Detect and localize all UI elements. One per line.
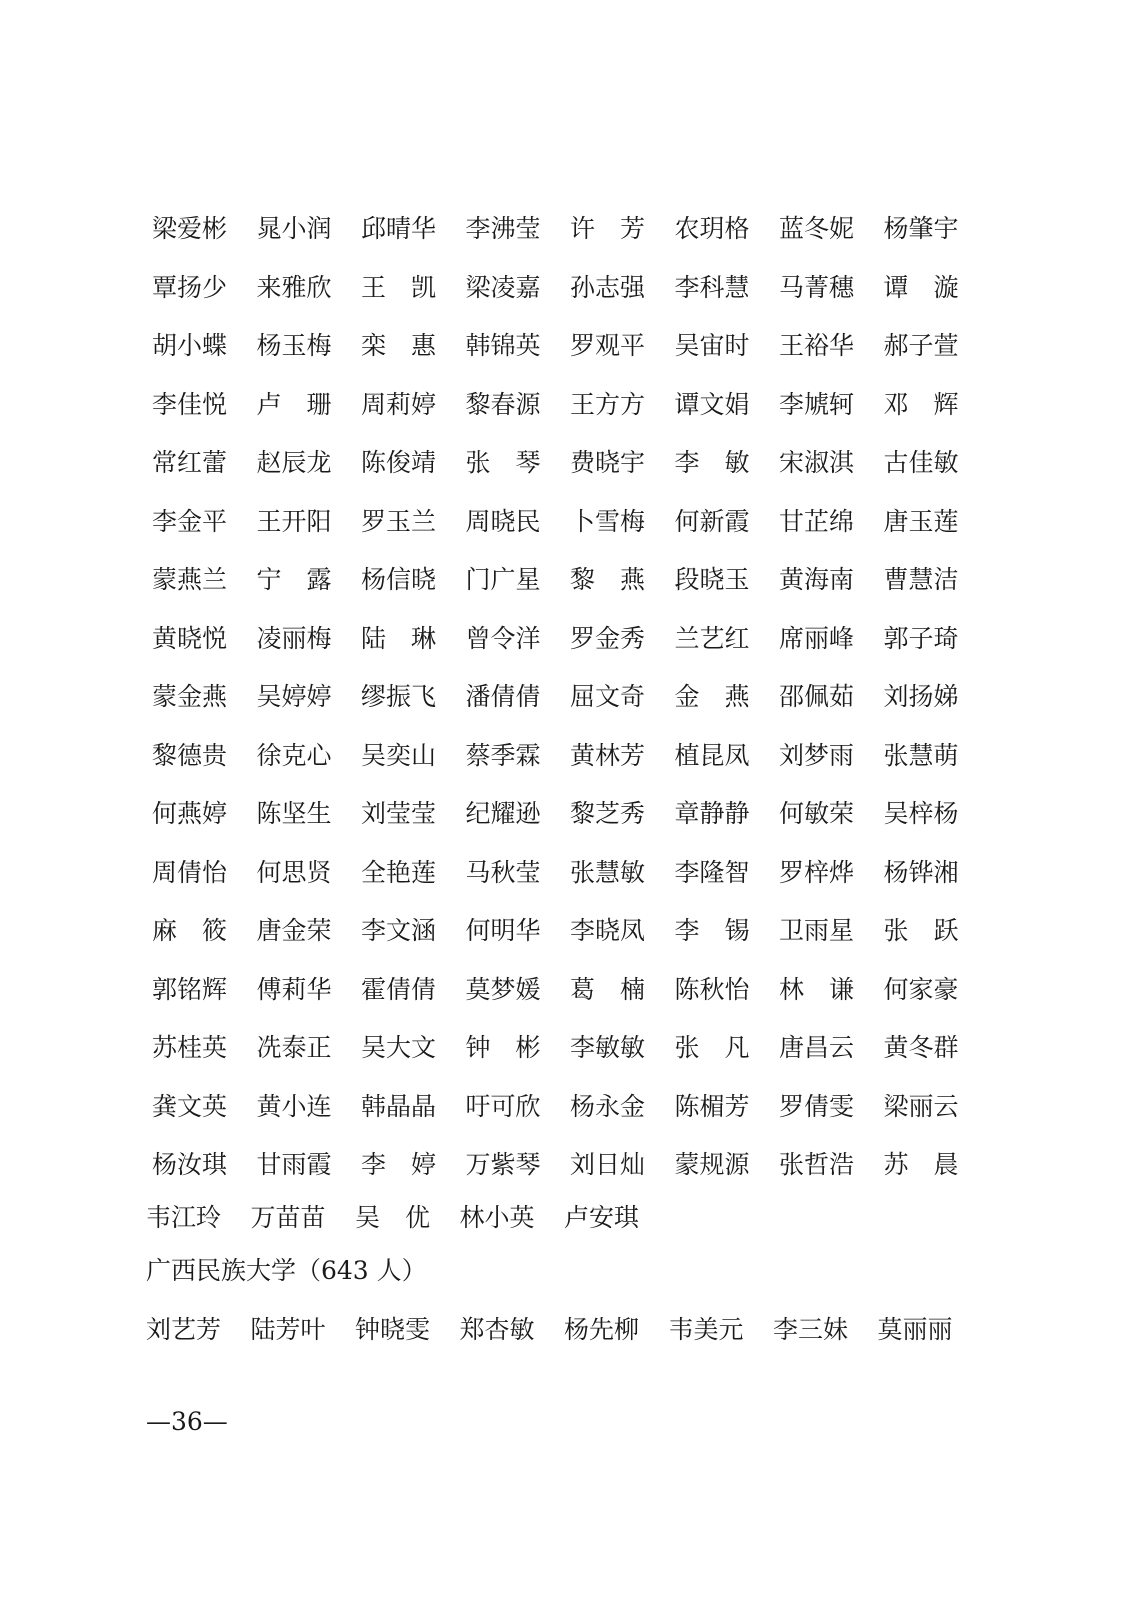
name-entry: 蒙燕兰	[152, 565, 228, 594]
name-entry: 纪耀逊	[465, 799, 541, 828]
name-entry: 杨铧湘	[883, 857, 959, 887]
name-entry: 蔡季霖	[465, 740, 541, 770]
page-number: —36—	[146, 1407, 228, 1436]
name-entry: 何燕婷	[152, 799, 228, 828]
name-entry: 宋淑淇	[779, 448, 855, 477]
name-entry: 葛 楠	[570, 974, 646, 1004]
name-entry: 刘日灿	[570, 1150, 646, 1179]
name-entry: 张慧萌	[883, 740, 959, 770]
name-entry: 吴 优	[355, 1203, 431, 1232]
name-entry: 黄林芳	[570, 740, 646, 770]
name-entry: 周莉婷	[361, 389, 437, 419]
name-entry: 缪振飞	[361, 682, 437, 711]
name-entry: 马秋莹	[465, 857, 541, 887]
name-entry: 李佳悦	[152, 389, 228, 419]
name-entry: 刘莹莹	[361, 799, 437, 828]
name-entry: 曹慧洁	[883, 565, 959, 594]
name-entry: 唐昌云	[779, 1033, 855, 1062]
name-entry: 来雅欣	[256, 272, 332, 302]
name-entry: 麻 筱	[152, 916, 228, 945]
name-entry: 门广星	[465, 565, 541, 594]
name-entry: 钟晓雯	[355, 1315, 431, 1344]
name-entry: 黄小连	[256, 1091, 332, 1121]
name-entry: 邓 辉	[883, 389, 959, 419]
name-entry: 卢安琪	[564, 1203, 640, 1232]
name-entry: 李文涵	[361, 916, 437, 945]
name-entry: 杨汝琪	[152, 1150, 228, 1179]
name-entry: 郑杏敏	[459, 1315, 535, 1344]
name-entry: 覃扬少	[152, 272, 228, 302]
name-entry: 谭 漩	[883, 272, 959, 302]
name-entry: 邵佩茹	[779, 682, 855, 711]
name-entry: 莫梦媛	[465, 974, 541, 1004]
name-entry: 李虓轲	[779, 389, 855, 419]
name-entry: 杨永金	[570, 1091, 646, 1121]
name-entry: 卢 珊	[256, 389, 332, 419]
name-entry: 胡小蝶	[152, 331, 228, 360]
name-entry: 何明华	[465, 916, 541, 945]
name-entry: 罗观平	[570, 331, 646, 360]
name-entry: 李晓凤	[570, 916, 646, 945]
name-entry: 蓝冬妮	[779, 214, 855, 243]
name-entry: 黎春源	[465, 389, 541, 419]
name-entry: 吴宙时	[674, 331, 750, 360]
name-entry: 李 锡	[674, 916, 750, 945]
name-entry: 罗梓烨	[779, 857, 855, 887]
name-entry: 李沸莹	[465, 214, 541, 243]
name-entry: 钟 彬	[465, 1033, 541, 1062]
name-entry: 孙志强	[570, 272, 646, 302]
name-entry: 李三妹	[773, 1315, 849, 1344]
name-entry: 黎芝秀	[570, 799, 646, 828]
name-entry: 陆 琳	[361, 623, 437, 653]
name-entry: 吴大文	[361, 1033, 437, 1062]
section-name-list	[146, 1305, 982, 1363]
name-entry: 何家豪	[883, 974, 959, 1004]
name-entry: 徐克心	[256, 740, 332, 770]
name-entry: 屈文奇	[570, 682, 646, 711]
name-entry: 郝子萱	[883, 331, 959, 360]
name-entry: 栾 惠	[361, 331, 437, 360]
name-entry: 吴婷婷	[256, 682, 332, 711]
name-entry: 黄海南	[779, 565, 855, 594]
name-entry: 吴奕山	[361, 740, 437, 770]
name-entry: 晁小润	[256, 214, 332, 243]
name-entry: 郭子琦	[883, 623, 959, 653]
name-entry: 王方方	[570, 389, 646, 419]
name-entry: 罗金秀	[570, 623, 646, 653]
name-entry: 凌丽梅	[256, 623, 332, 653]
name-entry: 李 婷	[361, 1150, 437, 1179]
name-entry: 张 凡	[674, 1033, 750, 1062]
name-entry: 植昆凤	[674, 740, 750, 770]
name-entry: 农玥格	[674, 214, 750, 243]
name-entry: 常红蕾	[152, 448, 228, 477]
name-entry: 李 敏	[674, 448, 750, 477]
name-entry: 刘艺芳	[146, 1315, 222, 1344]
name-entry: 席丽峰	[779, 623, 855, 653]
name-entry: 霍倩倩	[361, 974, 437, 1004]
name-entry: 苏桂英	[152, 1033, 228, 1062]
name-entry: 韩晶晶	[361, 1091, 437, 1121]
name-entry: 陈坚生	[256, 799, 332, 828]
name-entry: 段晓玉	[674, 565, 750, 594]
name-entry: 吴梓杨	[883, 799, 959, 828]
name-entry: 张哲浩	[779, 1150, 855, 1179]
name-entry: 何新霞	[674, 506, 750, 536]
name-entry: 李敏敏	[570, 1033, 646, 1062]
name-entry: 王开阳	[256, 506, 332, 536]
name-entry: 李科慧	[674, 272, 750, 302]
name-list	[152, 200, 972, 1195]
name-entry: 黎 燕	[570, 565, 646, 594]
name-entry: 周倩怡	[152, 857, 228, 887]
name-entry: 万苗苗	[250, 1203, 326, 1232]
name-entry: 杨玉梅	[256, 331, 332, 360]
name-entry: 杨先柳	[564, 1315, 640, 1344]
name-entry: 陆芳叶	[250, 1315, 326, 1344]
name-entry: 兰艺红	[674, 623, 750, 653]
name-entry: 罗倩雯	[779, 1091, 855, 1121]
section-heading: 广西民族大学（643 人）	[146, 1256, 427, 1285]
name-entry: 唐玉莲	[883, 506, 959, 536]
name-entry: 马菁穗	[779, 272, 855, 302]
name-entry: 苏 晨	[883, 1150, 959, 1179]
name-entry: 宁 露	[256, 565, 332, 594]
name-entry: 何敏荣	[779, 799, 855, 828]
name-entry: 韦美元	[668, 1315, 744, 1344]
name-entry: 张 琴	[465, 448, 541, 477]
name-entry: 唐金荣	[256, 916, 332, 945]
name-entry: 莫丽丽	[877, 1315, 953, 1344]
name-list-last-row	[146, 1189, 669, 1247]
name-entry: 许 芳	[570, 214, 646, 243]
name-entry: 杨肇宇	[883, 214, 959, 243]
name-entry: 龚文英	[152, 1091, 228, 1121]
name-entry: 梁爱彬	[152, 214, 228, 243]
name-entry: 赵辰龙	[256, 448, 332, 477]
name-entry: 甘雨霞	[256, 1150, 332, 1179]
name-entry: 韩锦英	[465, 331, 541, 360]
name-entry: 刘梦雨	[779, 740, 855, 770]
name-entry: 蒙金燕	[152, 682, 228, 711]
name-entry: 万紫琴	[465, 1150, 541, 1179]
name-entry: 全艳莲	[361, 857, 437, 887]
name-entry: 张慧敏	[570, 857, 646, 887]
name-entry: 章静静	[674, 799, 750, 828]
name-entry: 王 凯	[361, 272, 437, 302]
name-entry: 冼泰正	[256, 1033, 332, 1062]
name-entry: 王裕华	[779, 331, 855, 360]
name-entry: 邱晴华	[361, 214, 437, 243]
name-entry: 周晓民	[465, 506, 541, 536]
name-entry: 金 燕	[674, 682, 750, 711]
name-entry: 黎德贵	[152, 740, 228, 770]
name-entry: 陈俊靖	[361, 448, 437, 477]
name-entry: 李隆智	[674, 857, 750, 887]
name-entry: 李金平	[152, 506, 228, 536]
name-entry: 卜雪梅	[570, 506, 646, 536]
name-entry: 韦江玲	[146, 1203, 222, 1232]
name-entry: 杨信晓	[361, 565, 437, 594]
name-entry: 蒙规源	[674, 1150, 750, 1179]
name-entry: 梁丽云	[883, 1091, 959, 1121]
name-entry: 郭铭辉	[152, 974, 228, 1004]
name-entry: 卫雨星	[779, 916, 855, 945]
name-entry: 吁可欣	[465, 1091, 541, 1121]
name-entry: 潘倩倩	[465, 682, 541, 711]
name-entry: 黄晓悦	[152, 623, 228, 653]
name-entry: 林 谦	[779, 974, 855, 1004]
name-entry: 甘芷绵	[779, 506, 855, 536]
name-entry: 罗玉兰	[361, 506, 437, 536]
name-entry: 傅莉华	[256, 974, 332, 1004]
name-entry: 谭文娟	[674, 389, 750, 419]
name-entry: 黄冬群	[883, 1033, 959, 1062]
name-entry: 陈楣芳	[674, 1091, 750, 1121]
name-entry: 何思贤	[256, 857, 332, 887]
name-entry: 张 跃	[883, 916, 959, 945]
name-entry: 曾令洋	[465, 623, 541, 653]
name-entry: 梁凌嘉	[465, 272, 541, 302]
name-entry: 陈秋怡	[674, 974, 750, 1004]
name-entry: 费晓宇	[570, 448, 646, 477]
name-entry: 古佳敏	[883, 448, 959, 477]
name-entry: 林小英	[459, 1203, 535, 1232]
name-entry: 刘扬娣	[883, 682, 959, 711]
